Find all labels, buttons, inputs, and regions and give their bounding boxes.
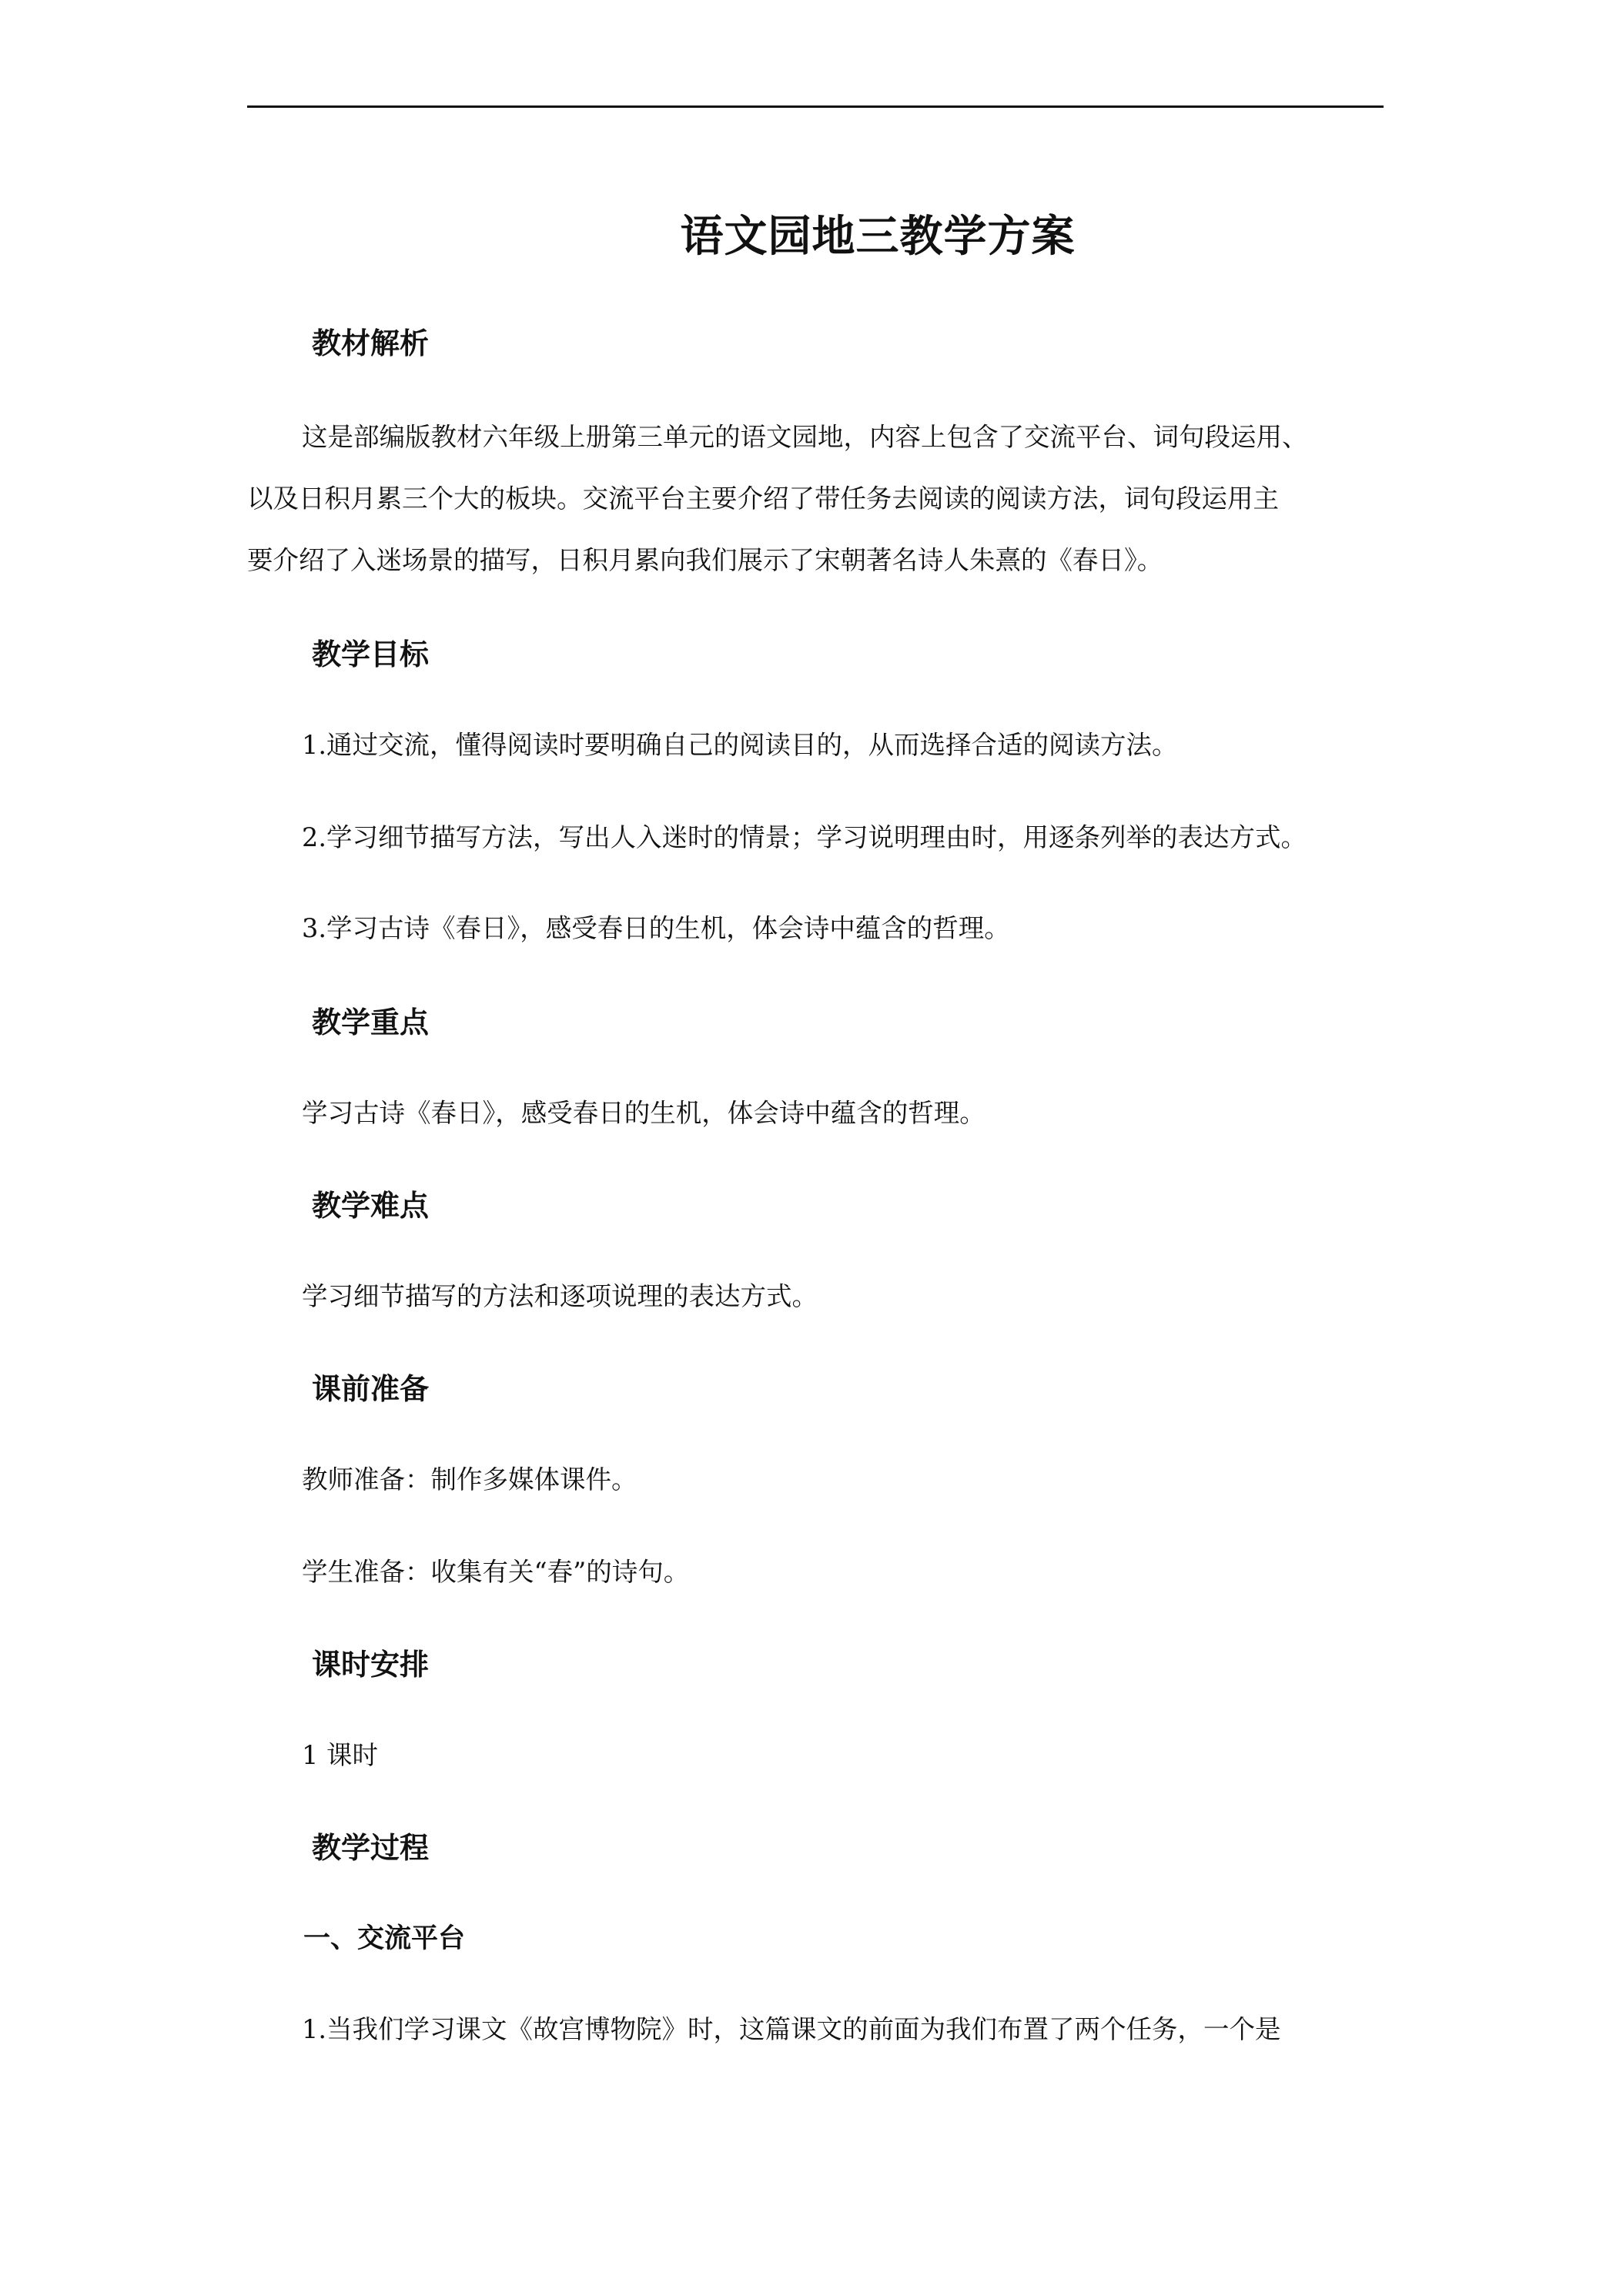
teacher-preparation: 教师准备：制作多媒体课件。 bbox=[302, 1464, 637, 1494]
process-subheading: 一、交流平台 bbox=[303, 1923, 466, 1954]
header-rule bbox=[247, 105, 1384, 108]
student-preparation: 学生准备：收集有关“春”的诗句。 bbox=[302, 1557, 690, 1587]
process-line-1: 1.当我们学习课文《故宫博物院》时，这篇课文的前面为我们布置了两个任务，一个是 bbox=[302, 2014, 1281, 2044]
section-heading-analysis: 教材解析 bbox=[312, 326, 430, 360]
section-heading-schedule: 课时安排 bbox=[312, 1648, 430, 1682]
section-heading-process: 教学过程 bbox=[312, 1831, 430, 1865]
analysis-line-3: 要介绍了入迷场景的描写，日积月累向我们展示了宋朝著名诗人朱熹的《春日》。 bbox=[247, 545, 1163, 575]
goal-item-1: 1.通过交流，懂得阅读时要明确自己的阅读目的，从而选择合适的阅读方法。 bbox=[302, 730, 1178, 760]
key-points-text: 学习古诗《春日》，感受春日的生机，体会诗中蕴含的哲理。 bbox=[302, 1098, 986, 1128]
section-heading-key-points: 教学重点 bbox=[312, 1006, 430, 1039]
difficulties-text: 学习细节描写的方法和逐项说理的表达方式。 bbox=[302, 1281, 818, 1311]
analysis-line-1: 这是部编版教材六年级上册第三单元的语文园地，内容上包含了交流平台、词句段运用、 bbox=[302, 422, 1308, 452]
schedule-text: 1 课时 bbox=[302, 1740, 378, 1770]
goal-item-3: 3.学习古诗《春日》，感受春日的生机，体会诗中蕴含的哲理。 bbox=[302, 913, 1010, 943]
section-heading-goals: 教学目标 bbox=[312, 638, 430, 671]
analysis-line-2: 以及日积月累三个大的板块。交流平台主要介绍了带任务去阅读的阅读方法，词句段运用主 bbox=[247, 484, 1279, 514]
section-heading-difficulties: 教学难点 bbox=[312, 1189, 430, 1223]
goal-item-2: 2.学习细节描写方法，写出人入迷时的情景；学习说明理由时，用逐条列举的表达方式。 bbox=[302, 822, 1307, 852]
document-title: 语文园地三教学方案 bbox=[680, 212, 1076, 262]
section-heading-preparation: 课前准备 bbox=[312, 1372, 430, 1406]
